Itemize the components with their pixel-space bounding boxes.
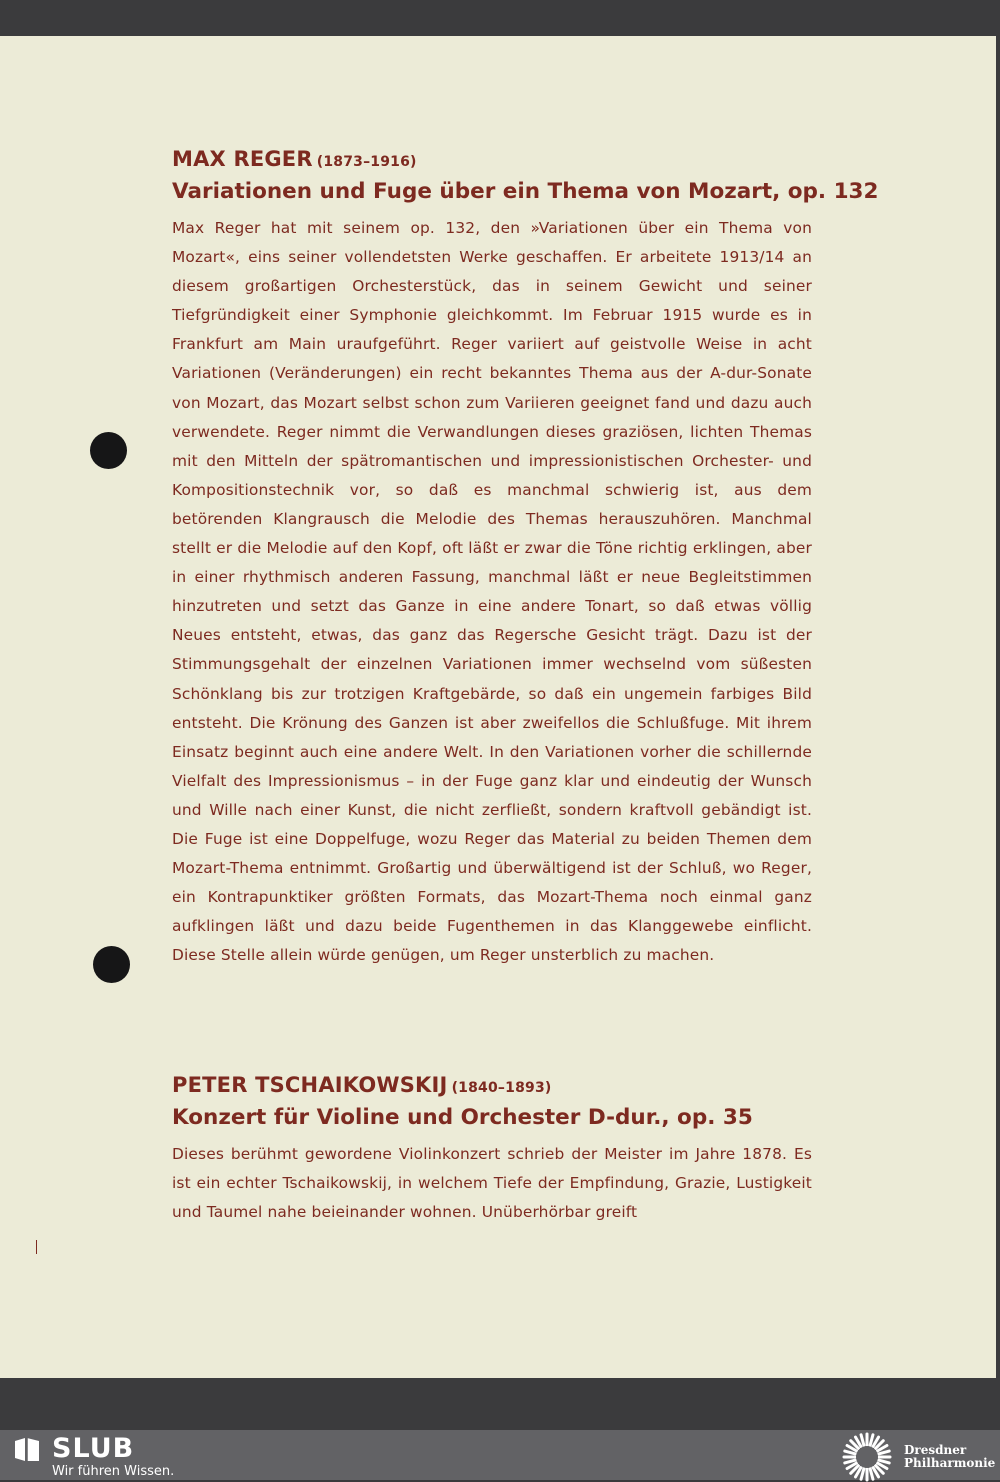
composer-heading bbox=[172, 1070, 812, 1100]
composer-name: PETER TSCHAIKOWSKIJ bbox=[172, 1073, 448, 1097]
slub-book-icon[interactable] bbox=[12, 1434, 42, 1464]
library-tagline: Wir führen Wissen. bbox=[52, 1464, 175, 1479]
body-paragraph: Max Reger hat mit seinem op. 132, den »Variationen über ein Thema von Mozart«, eins seiner vollendetsten Werke geschaffen. Er arbeitete 1913/14 an diesem großartigen Orchesterstück, das in seinem Gewicht und seiner Tiefgründigkeit einer Symphonie gleichkommt. Im Februar 1915 wurde es in Frankfurt am Main uraufgeführt. Reger variiert auf geistvolle Weise in acht Variationen (Veränderungen) ein recht bekanntes Thema aus der A-dur-Sonate von Mozart, das Mozart selbst schon zum Variieren geeignet fand und dazu auch verwendete. Reger nimmt die Verwandlungen dieses graziösen, lichten Themas mit den Mitteln der spätromantischen und impressionistischen Orchester- und Kompositionstechnik vor, so daß es manchmal schwierig ist, aus dem betörenden Klangrausch die Melodie des Themas herauszuhören. Manchmal stellt er die Melodie auf den Kopf, oft läßt er zwar die Töne richtig erklingen, aber in einer rhythmisch anderen Fassung, manchmal läßt er neue Begleitstimmen hinzutreten und setzt das Ganze in eine andere Tonart, so daß etwas völlig Neues entsteht, etwas, das ganz das Regersche Gesicht trägt. Dazu ist der Stimmungsgehalt der einzelnen Variationen immer wechselnd vom süßesten Schönklang bis zur trotzigen Kraftgebärde, so daß ein ungemein farbiges Bild entsteht. Die Krönung des Ganzen ist aber zweifellos die Schlußfuge. Mit ihrem Einsatz beginnt auch eine andere Welt. In den Variationen vorher die schillernde Vielfalt des Impressionismus – in der Fuge ganz klar und eindeutig der Wunsch und Wille nach einer Kunst, die nicht zerfließt, sondern kraftvoll gebändigt ist. Die Fuge ist eine Doppelfuge, wozu Reger das Material zu beiden Themen dem Mozart-Thema entnimmt. Großartig und überwältigend ist der Schluß, wo Reger, ein Kontrapunktiker größten Formats, das Mozart-Thema noch einmal ganz aufklingen läßt und dazu beide Fugenthemen in das Klanggewebe einflicht. Diese Stelle allein würde genügen, um Reger unsterblich zu machen. bbox=[172, 219, 812, 965]
library-name[interactable]: SLUB bbox=[52, 1433, 135, 1464]
composer-heading bbox=[172, 144, 812, 174]
composer-dates: (1873–1916) bbox=[316, 154, 417, 170]
punch-hole-upper bbox=[90, 432, 127, 469]
scan-border-bottom bbox=[0, 1378, 1000, 1430]
partner-name[interactable] bbox=[904, 1444, 995, 1470]
sunburst-ray bbox=[861, 1469, 864, 1480]
sunburst-ray bbox=[861, 1435, 864, 1446]
sunburst-ray bbox=[870, 1435, 873, 1446]
partner-name-line1: Dresdner bbox=[904, 1443, 967, 1457]
sunburst-ray bbox=[879, 1460, 890, 1463]
sunburst-ray bbox=[845, 1451, 856, 1454]
punch-hole-lower bbox=[93, 946, 130, 983]
sunburst-logo-icon[interactable] bbox=[842, 1432, 892, 1482]
sunburst-ray bbox=[879, 1451, 890, 1454]
composer-name: MAX REGER bbox=[172, 147, 313, 171]
sunburst-ray bbox=[870, 1469, 873, 1480]
scan-border-right bbox=[996, 36, 1000, 1378]
footer-bar bbox=[0, 1430, 1000, 1480]
sunburst-ray bbox=[845, 1460, 856, 1463]
partner-name-line2: Philharmonie bbox=[904, 1456, 996, 1470]
work-title: Konzert für Violine und Orchester D-dur., op. 35 bbox=[172, 1105, 753, 1130]
margin-mark bbox=[36, 1240, 37, 1254]
body-paragraph: Dieses berühmt gewordene Violinkonzert schrieb der Meister im Jahre 1878. Es ist ein echter Tschaikowskij, in welchem Tiefe der Empfindung, Grazie, Lustigkeit und Taumel nahe beieinander wohnen. Unüberhörbar greift bbox=[172, 1145, 812, 1222]
scan-border-top bbox=[0, 0, 1000, 36]
section-reger bbox=[172, 144, 879, 970]
composer-dates: (1840–1893) bbox=[451, 1080, 552, 1096]
work-title: Variationen und Fuge über ein Thema von Mozart, op. 132 bbox=[172, 179, 879, 204]
section-tschaikowskij bbox=[172, 1070, 812, 1227]
